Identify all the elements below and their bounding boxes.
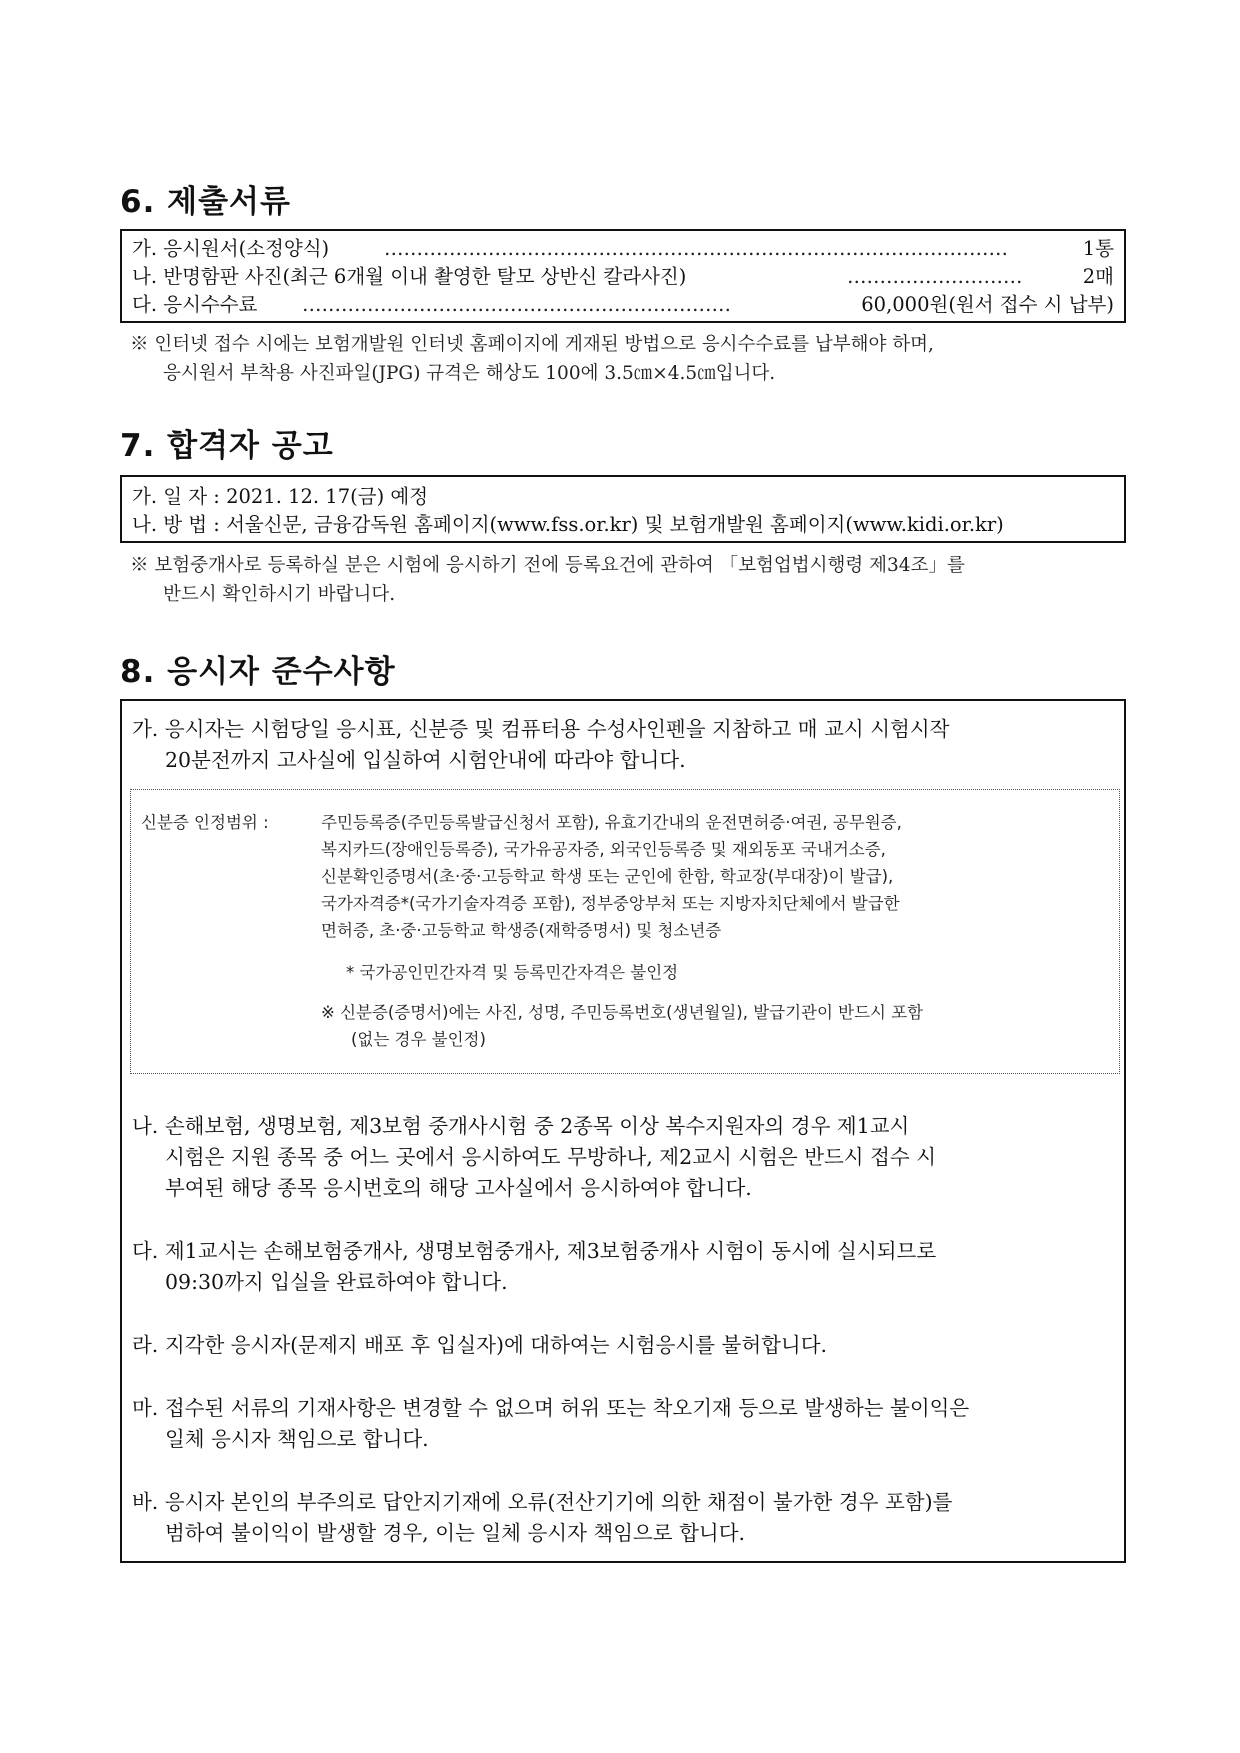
leader-dots: ………………………………………………………… <box>302 295 731 315</box>
rule-ra-line1: 라. 지각한 응시자(문제지 배포 후 입실자)에 대하여는 시험응시를 불허합니다. <box>132 1333 828 1357</box>
item-fee: 다. 응시수수료 <box>132 293 258 316</box>
rule-ma-line2: 일체 응시자 책임으로 합니다. <box>165 1427 429 1451</box>
leader-dots: ……………………… <box>847 267 1023 287</box>
rule-da-line2: 09:30까지 입실을 완료하여야 합니다. <box>165 1270 508 1294</box>
rule-na-line1: 나. 손해보험, 생명보험, 제3보험 중개사시험 중 2종목 이상 복수지원자의 경우 제1교시 <box>132 1114 910 1138</box>
id-range-label: 신분증 인정범위 : <box>141 813 269 832</box>
rule-ga-line1: 가. 응시자는 시험당일 응시표, 신분증 및 컴퓨터용 수성사인펜을 지참하고 매 교시 시험시작 <box>132 717 950 741</box>
leader-dots: …………………………………………………………………………………… <box>384 239 1008 259</box>
section-8-heading: 8. 응시자 준수사항 <box>120 654 396 690</box>
sec6-note-line1: ※ 인터넷 접수 시에는 보험개발원 인터넷 홈페이지에 게재된 방법으로 응시수수료를 납부해야 하며, <box>130 334 934 355</box>
item-application-form: 가. 응시원서(소정양식) <box>132 237 330 260</box>
id-range-line: 신분확인증명서(초·중·고등학교 학생 또는 군인에 한함, 학교장(부대장)이 발급), <box>321 867 894 886</box>
section-6-heading: 6. 제출서류 <box>120 184 291 220</box>
item-photo-qty: 2매 <box>1082 265 1114 288</box>
rule-ba-line1: 바. 응시자 본인의 부주의로 답안지기재에 오류(전산기기에 의한 채점이 불가한 경우 포함)를 <box>132 1490 953 1514</box>
announcement-box <box>120 475 1126 543</box>
id-range-line: 국가자격증*(국가기술자격증 포함), 정부중앙부처 또는 지방자치단체에서 발급한 <box>321 894 900 913</box>
id-range-line: 주민등록증(주민등록발급신청서 포함), 유효기간내의 운전면허증·여권, 공무원증, <box>321 813 902 832</box>
id-ref-note-line2: (없는 경우 불인정) <box>351 1030 486 1049</box>
id-range-box <box>130 789 1120 1074</box>
rule-ba-line2: 범하여 불이익이 발생할 경우, 이는 일체 응시자 책임으로 합니다. <box>165 1521 746 1545</box>
item-photo: 나. 반명함판 사진(최근 6개월 이내 촬영한 탈모 상반신 칼라사진) <box>132 265 687 288</box>
id-range-line: 복지카드(장애인등록증), 국가유공자증, 외국인등록증 및 재외동포 국내거소증, <box>321 840 886 859</box>
sec7-note-line2: 반드시 확인하시기 바랍니다. <box>163 584 396 605</box>
announcement-method: 나. 방 법 : 서울신문, 금융감독원 홈페이지(www.fss.or.kr) 및 보험개발원 홈페이지(www.kidi.or.kr) <box>132 513 1004 536</box>
examinee-rules-box <box>120 699 1126 1563</box>
id-star-note: * 국가공인민간자격 및 등록민간자격은 불인정 <box>346 963 679 982</box>
rule-na-line3: 부여된 해당 종목 응시번호의 해당 고사실에서 응시하여야 합니다. <box>165 1176 752 1200</box>
item-application-form-qty: 1통 <box>1082 237 1114 260</box>
item-fee-amount: 60,000원(원서 접수 시 납부) <box>861 293 1114 316</box>
rule-ma-line1: 마. 접수된 서류의 기재사항은 변경할 수 없으며 허위 또는 착오기재 등으로 발생하는 불이익은 <box>132 1396 970 1420</box>
submission-docs-box <box>120 229 1126 323</box>
rule-na-line2: 시험은 지원 종목 중 어느 곳에서 응시하여도 무방하나, 제2교시 시험은 반드시 접수 시 <box>165 1145 937 1169</box>
rule-ga-line2: 20분전까지 고사실에 입실하여 시험안내에 따라야 합니다. <box>165 748 686 772</box>
announcement-date: 가. 일 자 : 2021. 12. 17(금) 예정 <box>132 485 429 508</box>
section-7-heading: 7. 합격자 공고 <box>120 428 334 464</box>
id-range-line: 면허증, 초·중·고등학교 학생증(재학증명서) 및 청소년증 <box>321 921 722 940</box>
sec6-note-line2: 응시원서 부착용 사진파일(JPG) 규격은 해상도 100에 3.5㎝×4.5㎝입니다. <box>163 363 776 384</box>
rule-da-line1: 다. 제1교시는 손해보험중개사, 생명보험중개사, 제3보험중개사 시험이 동시에 실시되므로 <box>132 1239 937 1263</box>
id-ref-note-line1: ※ 신분증(증명서)에는 사진, 성명, 주민등록번호(생년월일), 발급기관이 반드시 포함 <box>321 1003 924 1022</box>
sec7-note-line1: ※ 보험중개사로 등록하실 분은 시험에 응시하기 전에 등록요건에 관하여 「보험업법시행령 제34조」를 <box>130 555 965 576</box>
